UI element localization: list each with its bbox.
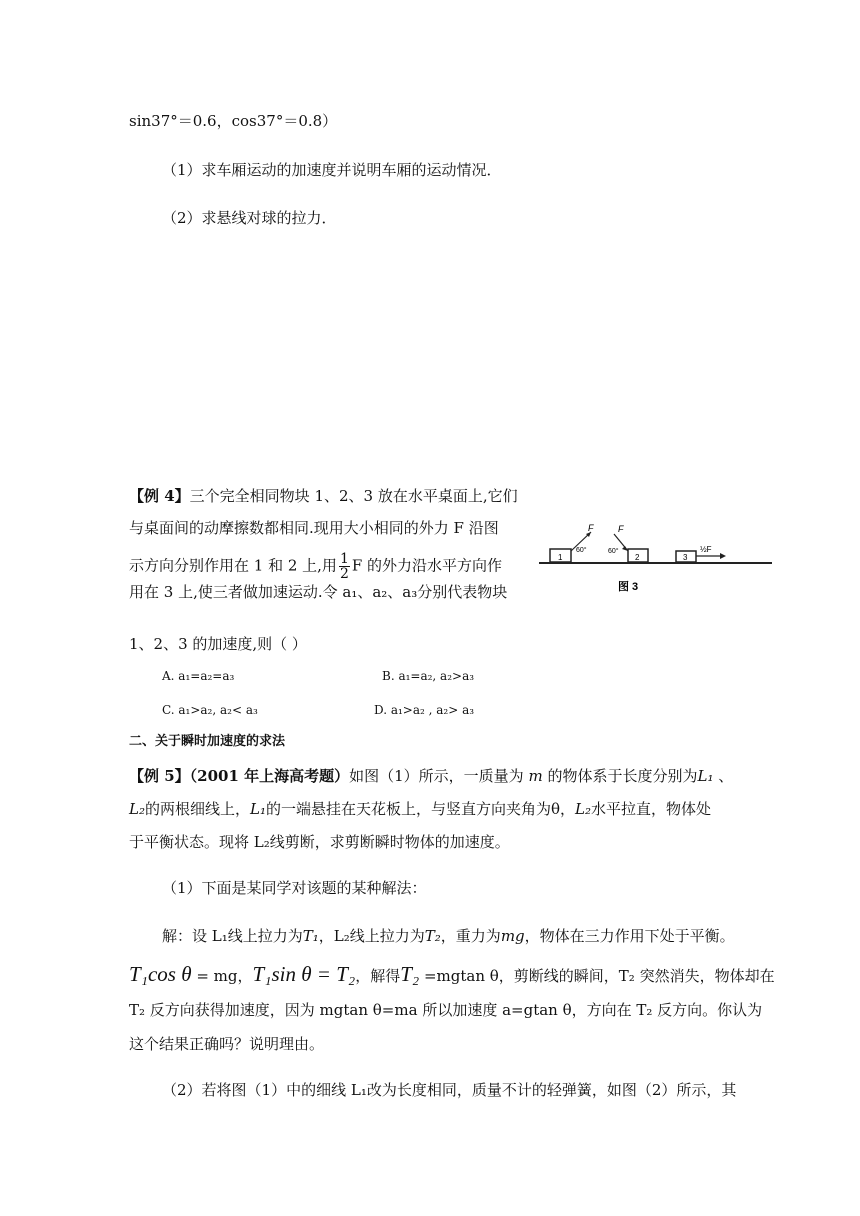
example-5-line-2 [129, 799, 711, 819]
block-1-label: 1 [558, 553, 563, 562]
t1-symbol: T₁ [302, 927, 319, 945]
solution-text-a: 解：设 L₁线上拉力为 [162, 927, 303, 945]
l1-symbol: L₁ [697, 767, 714, 785]
solution-text-solve: ，解得 [355, 967, 401, 985]
block-3-label: 3 [683, 553, 688, 562]
fraction-denominator: 2 [339, 566, 349, 582]
example-4-line-3 [129, 552, 502, 581]
option-c: C. a₁>a₂, a₂< a₃ [162, 703, 258, 717]
one-half-fraction [339, 552, 350, 581]
solution-text-b: ，L₂线上拉力为 [318, 927, 425, 945]
block-2-label: 2 [635, 553, 640, 562]
solution-line-4: 这个结果正确吗？说明理由。 [129, 1035, 325, 1053]
solution-equation-line [129, 961, 775, 989]
separator: 、 [718, 767, 734, 785]
solution-text-c: ，重力为 [440, 927, 501, 945]
angle-2-label: 60° [608, 548, 619, 555]
example-5-line-3: 于平衡状态。现将 L₂线剪断，求剪断瞬时物体的加速度。 [129, 833, 510, 851]
example-4-text-1: 三个完全相同物块 1、2、3 放在水平桌面上,它们 [189, 487, 518, 505]
force-2-label: F [618, 524, 624, 534]
question-1: （1）求车厢运动的加速度并说明车厢的运动情况． [162, 161, 502, 179]
force-3-label: ½F [700, 545, 712, 554]
example-4-line-1 [129, 486, 518, 506]
force-3-arrowhead [720, 553, 726, 559]
trig-values-line: sin37°＝0.6，cos37°＝0.8） [129, 112, 338, 130]
solution-text-d: ，物体在三力作用下处于平衡。 [524, 927, 735, 945]
example-5-text-1b: 的物体系于长度分别为 [547, 767, 698, 785]
section-2-heading: 二、关于瞬时加速度的求法 [129, 734, 286, 749]
example-5-tag: 【例 5】（2001 年上海高考题） [129, 767, 350, 785]
force-2-arrowhead [622, 546, 628, 551]
figure-3-caption: 图 3 [618, 581, 639, 593]
solution-line-3: T₂ 反方向获得加速度，因为 mgtan θ=ma 所以加速度 a=gtan θ，方向在 T₂ 反方向。你认为 [129, 1001, 763, 1019]
force-1-label: F [588, 523, 594, 533]
example-5-sub-1: （1）下面是某同学对该题的某种解法： [162, 879, 427, 897]
fraction-numerator: 1 [339, 551, 349, 567]
l2-symbol: L₂ [129, 800, 145, 818]
example-5-text-1a: 如图（1）所示，一质量为 [349, 767, 524, 785]
l1-symbol-2: L₁ [250, 800, 266, 818]
example-4-line-2: 与桌面间的动摩擦数都相同.现用大小相同的外力 F 沿图 [129, 519, 499, 537]
solution-text-result: =mgtan θ，剪断线的瞬间，T₂ 突然消失，物体却在 [419, 967, 775, 985]
example-4-line-5: 1、2、3 的加速度,则（ ） [129, 635, 307, 653]
example-5-text-2b: 的一端悬挂在天花板上，与竖直方向夹角为θ， [265, 800, 576, 818]
figure-3-diagram [536, 520, 776, 600]
example-5-text-2a: 的两根细线上， [144, 800, 250, 818]
mass-symbol: m [528, 767, 543, 785]
example-4-tag: 【例 4】 [129, 487, 190, 505]
t2-symbol: T₂ [424, 927, 441, 945]
solution-line-1 [162, 926, 735, 946]
example-4-text-3b: F 的外力沿水平方向作 [351, 556, 503, 575]
option-b: B. a₁=a₂, a₂>a₃ [382, 669, 475, 683]
question-2: （2）求悬线对球的拉力． [162, 209, 337, 227]
option-a: A. a₁=a₂=a₃ [162, 669, 235, 683]
equation-vertical: T₁cos θ [129, 962, 192, 986]
example-4-line-4: 用在 3 上,使三者做加速运动.令 a₁、a₂、a₃分别代表物块 [129, 583, 508, 601]
equation-horizontal: T₁sin θ = T₂ [252, 962, 356, 986]
angle-1-label: 60° [576, 547, 587, 554]
mg-symbol: mg [500, 927, 525, 945]
equation-vertical-rhs: = mg， [191, 967, 253, 985]
example-5-line-1 [129, 766, 733, 786]
example-5-text-2c: 水平拉直，物体处 [591, 800, 712, 818]
option-d: D. a₁>a₂ , a₂> a₃ [374, 703, 475, 717]
example-4-text-3a: 示方向分别作用在 1 和 2 上,用 [129, 556, 337, 575]
example-5-sub-2: （2）若将图（1）中的细线 L₁改为长度相同，质量不计的轻弹簧，如图（2）所示，其 [162, 1081, 737, 1099]
l2-symbol-2: L₂ [575, 800, 592, 818]
t2-result-symbol: T₂ [400, 962, 420, 986]
